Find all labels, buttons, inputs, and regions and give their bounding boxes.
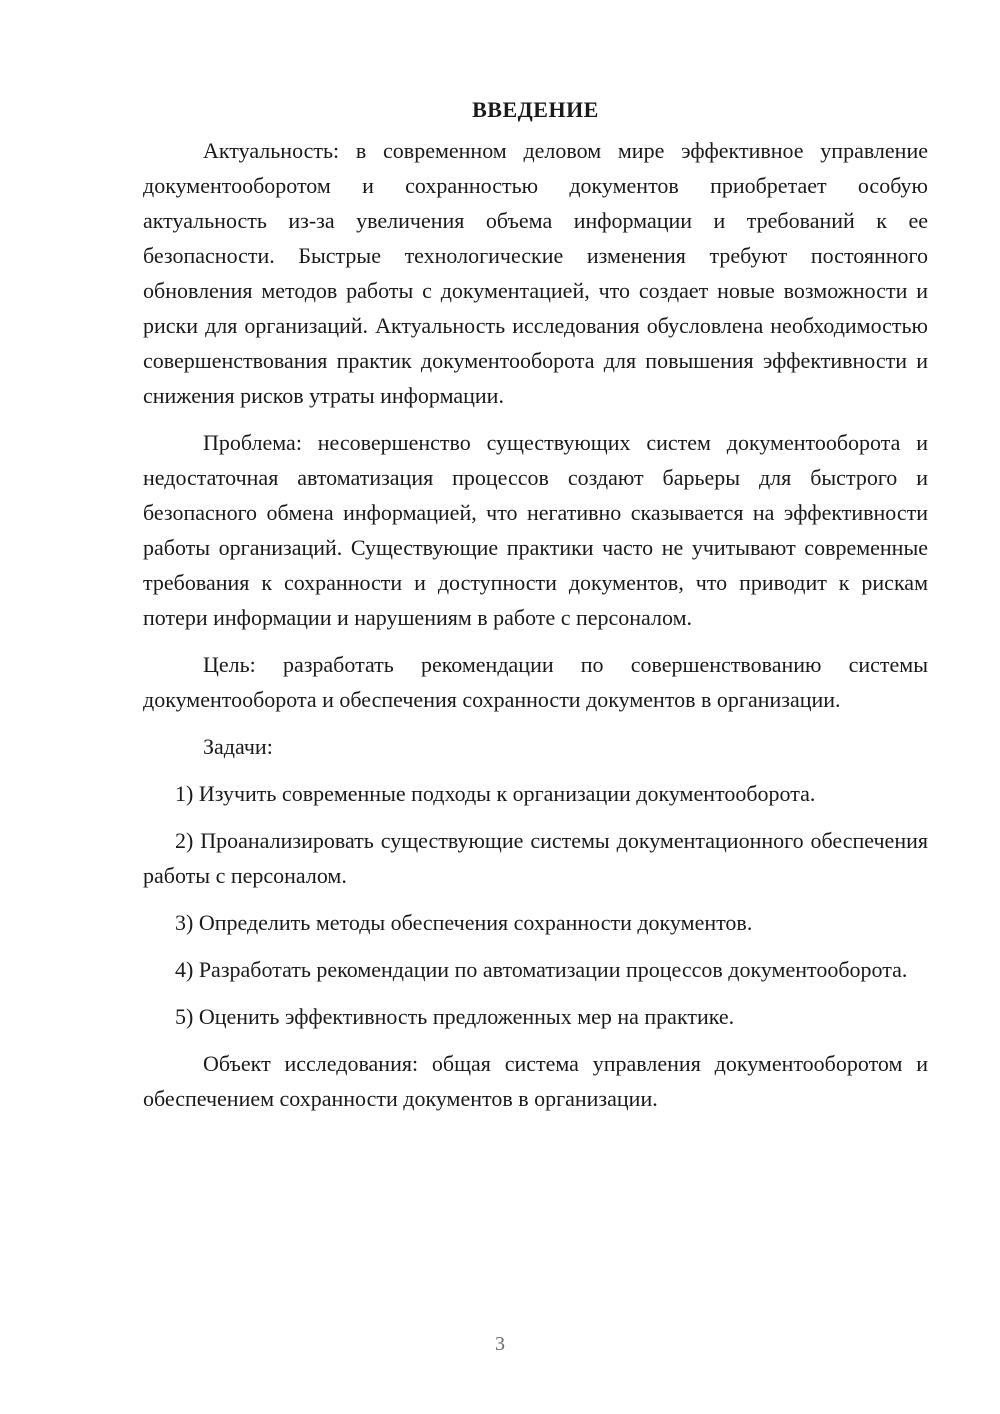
document-page <box>143 92 928 1128</box>
paragraph-problem: Проблема: несовершенство существующих систем документооборота и недостаточная автоматизация процессов создают барьеры для быстрого и безопасного обмена информацией, что негативно сказывается на эффективности работы организаций. Существующие практики часто не учитывают современные требования к сохранности и доступности документов, что приводит к рискам потери информации и нарушениям в работе с персоналом. <box>143 430 928 630</box>
paragraph-object: Объект исследования: общая система управления документооборотом и обеспечением сохранности документов в организации. <box>143 1051 928 1111</box>
task-item-3: 3) Определить методы обеспечения сохранности документов. <box>175 910 753 935</box>
page-number: 3 <box>495 1333 505 1355</box>
task-item-2: 2) Проанализировать существующие системы документационного обеспечения работы с персоналом. <box>143 828 928 888</box>
paragraph-tasks-heading: Задачи: <box>203 734 273 759</box>
task-item-1: 1) Изучить современные подходы к организации документооборота. <box>175 781 816 806</box>
paragraph-goal: Цель: разработать рекомендации по совершенствованию системы документооборота и обеспечения сохранности документов в организации. <box>143 652 928 712</box>
task-item-4: 4) Разработать рекомендации по автоматизации процессов документооборота. <box>175 957 908 982</box>
task-item-5: 5) Оценить эффективность предложенных мер на практике. <box>175 1004 735 1029</box>
paragraph-relevance: Актуальность: в современном деловом мире эффективное управление документооборотом и сохранностью документов приобретает особую актуальность из-за увеличения объема информации и требований к ее безопасности. Быстрые технологические изменения требуют постоянного обновления методов работы с документацией, что создает новые возможности и риски для организаций. Актуальность исследования обусловлена необходимостью совершенствования практик документооборота для повышения эффективности и снижения рисков утраты информации. <box>143 138 928 408</box>
section-title: ВВЕДЕНИЕ <box>472 97 599 122</box>
